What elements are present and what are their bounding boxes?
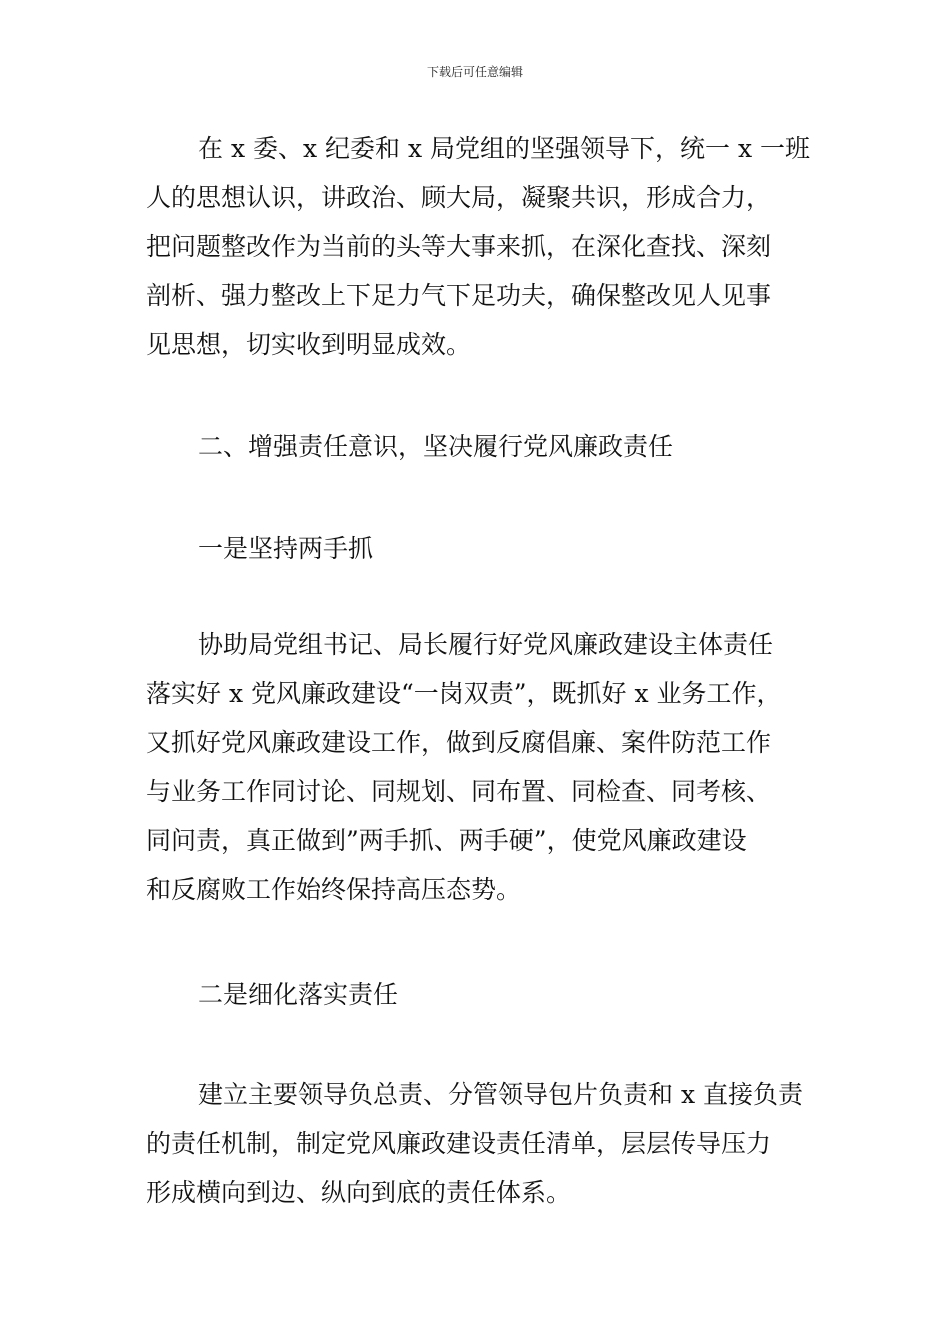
text-line: 见思想，切实收到明显成效。: [146, 330, 472, 359]
text-line: 人的思想认识，讲政治、顾大局，凝聚共识，形成合力，: [146, 183, 772, 212]
text-line: 在 x 委、x 纪委和 x 局党组的坚强领导下，统一 x 一班: [198, 134, 811, 163]
text-line: 剖析、强力整改上下足力气下足功夫，确保整改见人见事: [146, 281, 772, 310]
text-line: 落实好 x 党风廉政建设“一岗双责”，既抓好 x 业务工作，: [146, 679, 782, 708]
heading-line: 二是细化落实责任: [198, 980, 399, 1009]
text-line: 协助局党组书记、局长履行好党风廉政建设主体责任: [198, 630, 774, 659]
text-line: 和反腐败工作始终保持高压态势。: [146, 875, 522, 904]
section-heading: [146, 422, 812, 471]
paragraph-responsibility: [146, 1070, 812, 1217]
text-line: 与业务工作同讨论、同规划、同布置、同检查、同考核、: [146, 777, 772, 806]
text-line: 的责任机制，制定党风廉政建设责任清单，层层传导压力: [146, 1129, 772, 1158]
text-line: 把问题整改作为当前的头等大事来抓，在深化查找、深刻: [146, 232, 772, 261]
text-line: 又抓好党风廉政建设工作，做到反腐倡廉、案件防范工作: [146, 728, 772, 757]
text-line: 形成横向到边、纵向到底的责任体系。: [146, 1178, 572, 1207]
subheading-one: [146, 524, 812, 573]
paragraph-two-hands: [146, 620, 812, 914]
paragraph-intro: [146, 124, 812, 369]
text-line: 同问责，真正做到”两手抓、两手硬”，使党风廉政建设: [146, 826, 747, 855]
subheading-two: [146, 970, 812, 1019]
heading-line: 一是坚持两手抓: [198, 534, 374, 563]
text-line: 建立主要领导负总责、分管领导包片负责和 x 直接负责: [198, 1080, 803, 1109]
header-note: 下载后可任意编辑: [426, 65, 523, 79]
heading-line: 二、增强责任意识，坚决履行党风廉政责任: [198, 432, 674, 461]
